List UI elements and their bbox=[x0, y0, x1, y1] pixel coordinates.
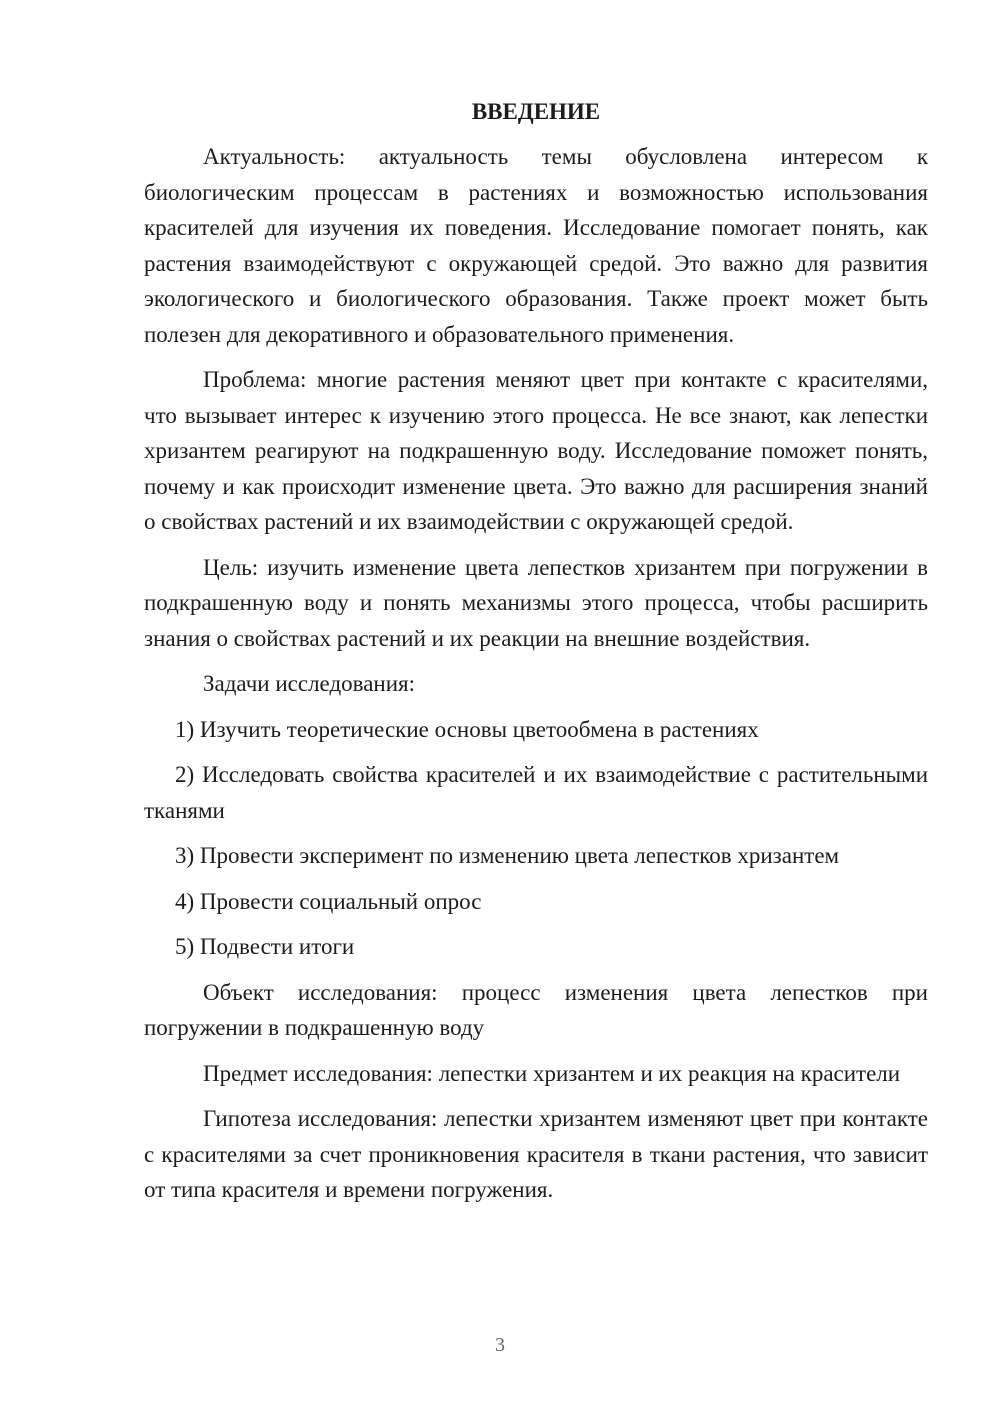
task-item: 4) Провести социальный опрос bbox=[175, 888, 482, 914]
hypothesis-paragraph: Гипотеза исследования: лепестки хризантем изменяют цвет при контакте с красителями за счет проникновения красителя в ткани растения, что зависит от типа красителя и времени погружения. bbox=[144, 1106, 928, 1202]
task-item: 1) Изучить теоретические основы цветообмена в растениях bbox=[175, 716, 759, 742]
task-item: 2) Исследовать свойства красителей и их взаимодействие с растительными тканями bbox=[144, 762, 928, 823]
tasks-heading: Задачи исследования: bbox=[203, 671, 416, 696]
section-heading: ВВЕДЕНИЕ bbox=[471, 99, 601, 124]
subject-paragraph: Предмет исследования: лепестки хризантем и их реакция на красители bbox=[203, 1060, 901, 1086]
page-number: 3 bbox=[495, 1334, 505, 1356]
problem-paragraph: Проблема: многие растения меняют цвет при контакте с красителями, что вызывает интерес к изучению этого процесса. Не все знают, как лепестки хризантем реагируют на подкрашенную воду. Исследование поможет понять, почему и как происходит изменение цвета. Это важно для расширения знаний о свойствах растений и их взаимодействии с окружающей средой. bbox=[144, 367, 928, 534]
object-paragraph: Объект исследования: процесс изменения цвета лепестков при погружении в подкрашенную воду bbox=[144, 979, 928, 1040]
relevance-paragraph: Актуальность: актуальность темы обусловлена интересом к биологическим процессам в растениях и возможностью использования красителей для изучения их поведения. Исследование помогает понять, как растения взаимодействуют с окружающей средой. Это важно для развития экологического и биологического образования. Также проект может быть полезен для декоративного и образовательного применения. bbox=[144, 144, 928, 347]
task-item: 5) Подвести итоги bbox=[175, 934, 355, 959]
goal-paragraph: Цель: изучить изменение цвета лепестков хризантем при погружении в подкрашенную воду и понять механизмы этого процесса, чтобы расширить знания о свойствах растений и их реакции на внешние воздействия. bbox=[144, 554, 928, 651]
task-item: 3) Провести эксперимент по изменению цвета лепестков хризантем bbox=[175, 843, 840, 868]
page-content bbox=[144, 94, 928, 1208]
